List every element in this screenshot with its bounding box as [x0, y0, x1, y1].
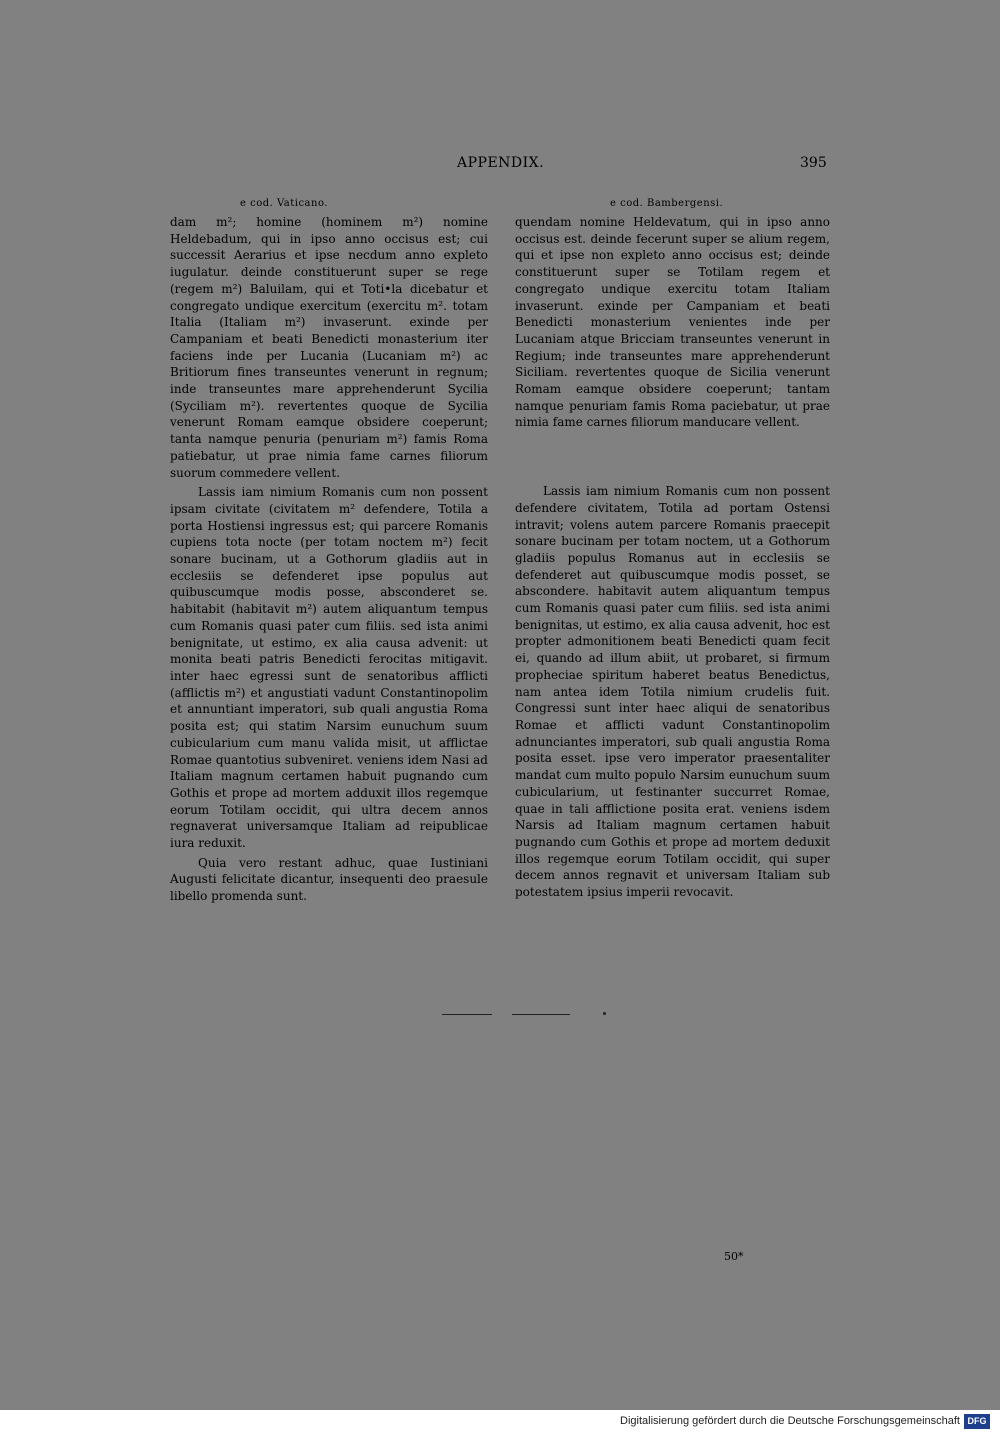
section-divider-left [442, 1014, 492, 1015]
footer-bar [0, 1410, 1000, 1434]
right-paragraph-1: quendam nomine Heldevatum, qui in ipso anno occisus est. deinde fecerunt super se alium regem, qui et ipse non expleto anno occisus est; deinde constituerunt super se Totilam regem et congregato undique exercitu totam Italiam invaserunt. exinde per Campaniam et beati Benedicti monasterium venientes inde per Lucaniam atque Bricciam transeuntes venerunt in Regium; inde transeuntes mare apprehenderunt Siciliam. revertentes quoque de Sicilia venerunt Romam eamque obsidere coeperunt; tantam namque penuriam famis Roma paciebatur, ut prae nimia fame carnes filiorum manducare vellent. [515, 215, 830, 430]
funding-note: Digitalisierung gefördert durch die Deutsche Forschungsgemeinschaft [620, 1415, 960, 1427]
right-paragraph-2: Lassis iam nimium Romanis cum non possent defendere civitatem, Totila ad portam Ostensi intravit; volens autem parcere Romanis praecepit sonare bucinam per totam noctem, ut a Gothorum gladiis populus Romanus aut in ecclesiis se defenderet aut quibuscumque modis posset, se abscondere. habitavit autem aliquantum tempus cum Romanis quasi pater cum filiis. sed ista animi benignitas, ut estimo, ex alia causa advenit, hoc est propter admonitionem beati Benedicti quam fecit ei, quando ad illum abiit, ut probaret, si firmum propheciae spiritum haberet beatus Benedictus, nam antea idem Totila nimium crudelis fuit. Congressi sunt inter haec aliqui de senatoribus Romae et afflicti vadunt Constantinopolim adnunciantes imperatori, sub quali angustia Roma posita esset. ipse vero imperator praesentaliter mandat cum multo populo Narsim eunuchum suum cubicularium, ut festinanter succurret Romae, quae in tali afflictione posita erat. veniens isdem Narsis ad Italiam magnum certamen habuit pugnando cum Gothis et prope ad mortem deduxit illos regemque eorum Totilam occidit, qui super decem annos regnavit et universam Italiam sub potestatem ipsius imperii revocavit. [515, 484, 830, 900]
right-column-heading: e cod. Bambergensi. [610, 198, 724, 209]
dfg-logo-icon: DFG [964, 1414, 990, 1429]
divider-dot [603, 1012, 606, 1015]
left-column-vaticano [170, 198, 488, 905]
page-header [0, 155, 1000, 179]
left-paragraph-1: dam m²; homine (hominem m²) nomine Heldebadum, qui in ipso anno occisus est; cui successit Aerarius et ipse necdum anno expleto iugulatur. deinde constituerunt super se rege (regem m²) Baluilam, qui et Toti•la dicebatur et congregato undique exercitum (exercitu m². totam Italia (Italiam m²) invaserunt. exinde per Campaniam et beati Benedicti monasterium iter faciens inde per Lucania (Lucaniam m²) ac Britiorum fines transeuntes venerunt in regnum; inde transeuntes mare apprehenderunt Sycilia (Syciliam m²). revertentes quoque de Sycilia venerunt Romam eamque obsidere coeperunt; tanta namque penuria (penuriam m²) famis Roma patiebatur, ut prae nimia fame carnes filiorum suorum commedere vellent. [170, 215, 488, 480]
left-column-heading: e cod. Vaticano. [240, 198, 328, 209]
running-head: APPENDIX. [457, 155, 545, 171]
right-column-bambergensi [515, 198, 830, 901]
section-divider-right [512, 1014, 570, 1015]
signature-mark: 50* [724, 1250, 744, 1263]
left-paragraph-2: Lassis iam nimium Romanis cum non possent ipsam civitate (civitatem m² defendere, Totila a porta Hostiensi ingressus est; qui parcere Romanis cupiens tota nocte (per totam noctem m²) fecit sonare bucinam, ut a Gothorum gladiis aut in ecclesiis se defenderet ipse populus aut quibuscumque modis posse, absconderet se. habitabit (habitavit m²) autem aliquantum tempus cum Romanis quasi pater cum filiis. sed ista animi benignitate, ut estimo, ex alia causa advenit: ut monita beati patris Benedicti ferocitas mitigavit. inter haec egressi sunt de senatoribus afflicti (afflictis m²) et angustiati vadunt Constantinopolim et annuntiant imperatori, sub quali angustia Roma posita est; qui statim Narsim eunuchum suum cubicularium cum manu valida misit, ut afflictae Romae quantotius subveniret. veniens idem Nasi ad Italiam magnum certamen habuit pugnando cum Gothis et prope ad mortem adduxit illos regemque eorum Totilam occidit, qui ultra decem annos regnaverat universamque Italiam ad reipublicae iura reduxit. [170, 485, 488, 851]
page-number: 395 [800, 155, 827, 171]
left-paragraph-3: Quia vero restant adhuc, quae Iustiniani Augusti felicitate dicantur, insequenti deo praesule libello promenda sunt. [170, 855, 488, 904]
